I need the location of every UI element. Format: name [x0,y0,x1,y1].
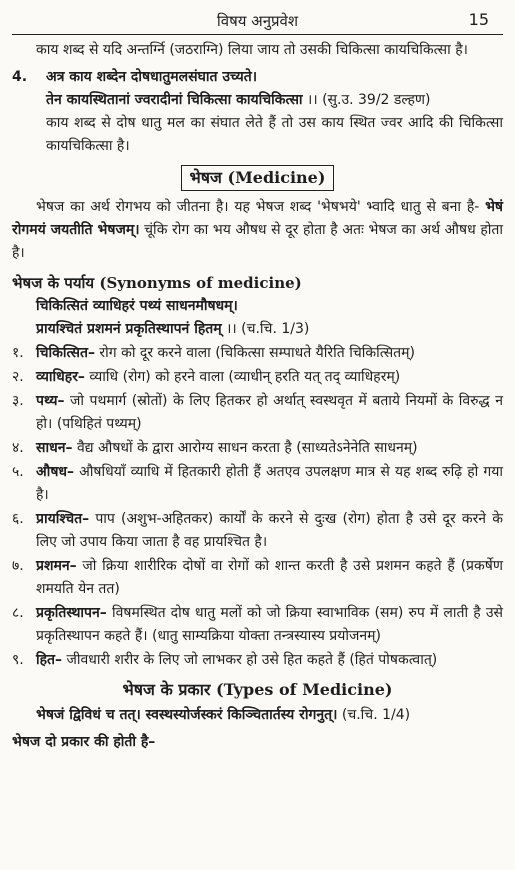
list-item-number: ८. [12,605,24,621]
bheshaj-paragraph: भेषज का अर्थ रोगभय को जीतना है। यह भेषज शब्द 'भेषभये' भ्वादि धातु से बना है- भेषं रोगमयं जयतीति भेषजम्। चूंकि रोग का भय औषध से दूर होता है अतः भेषज का अर्थ औषध होता है। [12,199,504,261]
list-item [12,437,503,460]
list-item-number: २. [12,369,24,385]
list-item-number: ४. [12,440,24,456]
list-item-number: ५. [12,464,24,480]
page-header [12,8,503,35]
list-item-description: जीवधारी शरीर के लिए जो लाभकर हो उसे हित कहते हैं (हितं पोषकत्वात्) [66,652,438,668]
list-item-term: प्रायश्चित– [36,511,90,527]
list-item-term: प्रकृतिस्थापन– [36,605,107,621]
list-item-description: जो पथमार्ग (स्रोतों) के लिए हितकर हो अर्थात् स्वस्थवृत में बताये नियमों के विरुद्ध न हो। (पथिहितं पथ्यम्) [36,393,504,432]
point-4-number: 4. [12,69,28,85]
page-number: 15 [468,10,489,29]
list-item [12,390,503,436]
point-4 [12,66,503,158]
synonyms-list [12,342,503,672]
list-item-description: रोग को दूर करने वाला (चिकित्सा सम्पाधते यैरिति चिकित्सितम्) [99,345,415,361]
types-heading: भेषज के प्रकार (Types of Medicine) [122,680,393,699]
list-item-term: व्याधिहर– [36,369,85,385]
list-item-description: औषधियाँ व्याधि में हितकारी होती हैं अतएव उपलक्षण मात्र से यह शब्द रुढ़ि हो गया है। [36,464,503,503]
bheshaj-heading: भेषज (Medicine) [181,165,335,191]
list-item-description: विषमस्थित दोष धातु मलों को जो क्रिया स्वाभाविक (सम) रुप में लाती है उसे प्रकृतिस्थापन कहते हैं। (धातु साम्यक्रिया योक्ता तन्त्रस्यास्य प्रयोजनम्) [36,605,504,644]
list-item-description: पाप (अशुभ-अहितकर) कार्यों के करने से दुःख (रोग) होता है उसे दूर करने के लिए जो उपाय किया जाता है वह प्रायश्चित है। [36,511,503,550]
list-item [12,461,503,507]
list-item-term: साधन– [36,440,73,456]
verse-line2: प्रायश्चितं प्रशमनं प्रकृतिस्थापनं हितम् ।। (च.चि. 1/3) [36,321,310,337]
list-item [12,342,503,365]
list-item-number: ७. [12,558,24,574]
list-item-term: चिकित्सित– [36,345,95,361]
list-item-description: वैद्य औषधों के द्वारा आरोग्य साधन करता है (साध्यतेऽनेनेति साधनम्) [76,440,418,456]
list-item-description: व्याधि (रोग) को हरने वाला (व्याधीन् हरति यत् तद् व्याधिहरम्) [89,369,401,385]
list-item-number: ३. [12,393,24,409]
list-item-term: प्रशमन– [36,558,77,574]
list-item-number: ९. [12,652,24,668]
intro-paragraph: काय शब्द से यदि अन्तर्ग्नि (जठराग्नि) लिया जाय तो उसकी चिकित्सा कायचिकित्सा है। [36,42,468,58]
list-item-number: १. [12,345,24,361]
verse-line1: चिकित्सितं व्याधिहरं पथ्यं साधनमौषधम्। [36,298,238,314]
synonyms-verse [12,295,503,341]
list-item-description: जो क्रिया शारीरिक दोषों वा रोगों को शान्त करती है उसे प्रशमन कहते हैं (प्रकर्षेण शमयति येन तत) [36,558,503,597]
point-4-sanskrit-line2: तेन कायस्थितानां ज्वरादीनां चिकित्सा कायचिकित्सा ।। (सु.उ. 39/2 डल्हण) [46,92,431,108]
list-item-term: औषध– [36,464,75,480]
list-item [12,649,503,672]
list-item [12,366,503,389]
list-item-term: हित– [36,652,63,668]
chapter-title: विषय अनुप्रवेश [216,12,299,30]
list-item [12,508,503,554]
point-4-sanskrit-line1: अत्र काय शब्देन दोषधातुमलसंघात उच्यते। [46,69,258,85]
synonyms-heading: भेषज के पर्याय (Synonyms of medicine) [12,274,302,292]
list-item-number: ६. [12,511,24,527]
final-line: भेषज दो प्रकार की होती है– [12,734,156,750]
point-4-explanation: काय शब्द से दोष धातु मल का संघात लेते हैं तो उस काय स्थित ज्वर आदि की चिकित्सा कायचिकित्सा है। [46,115,503,154]
list-item [12,602,503,648]
list-item [12,555,503,601]
list-item-term: पथ्य– [36,393,65,409]
types-verse: भेषजं द्विविधं च तत्। स्वस्थस्योर्जस्करं किञ्चितार्तस्य रोगनुत्। (च.चि. 1/4) [36,707,411,723]
